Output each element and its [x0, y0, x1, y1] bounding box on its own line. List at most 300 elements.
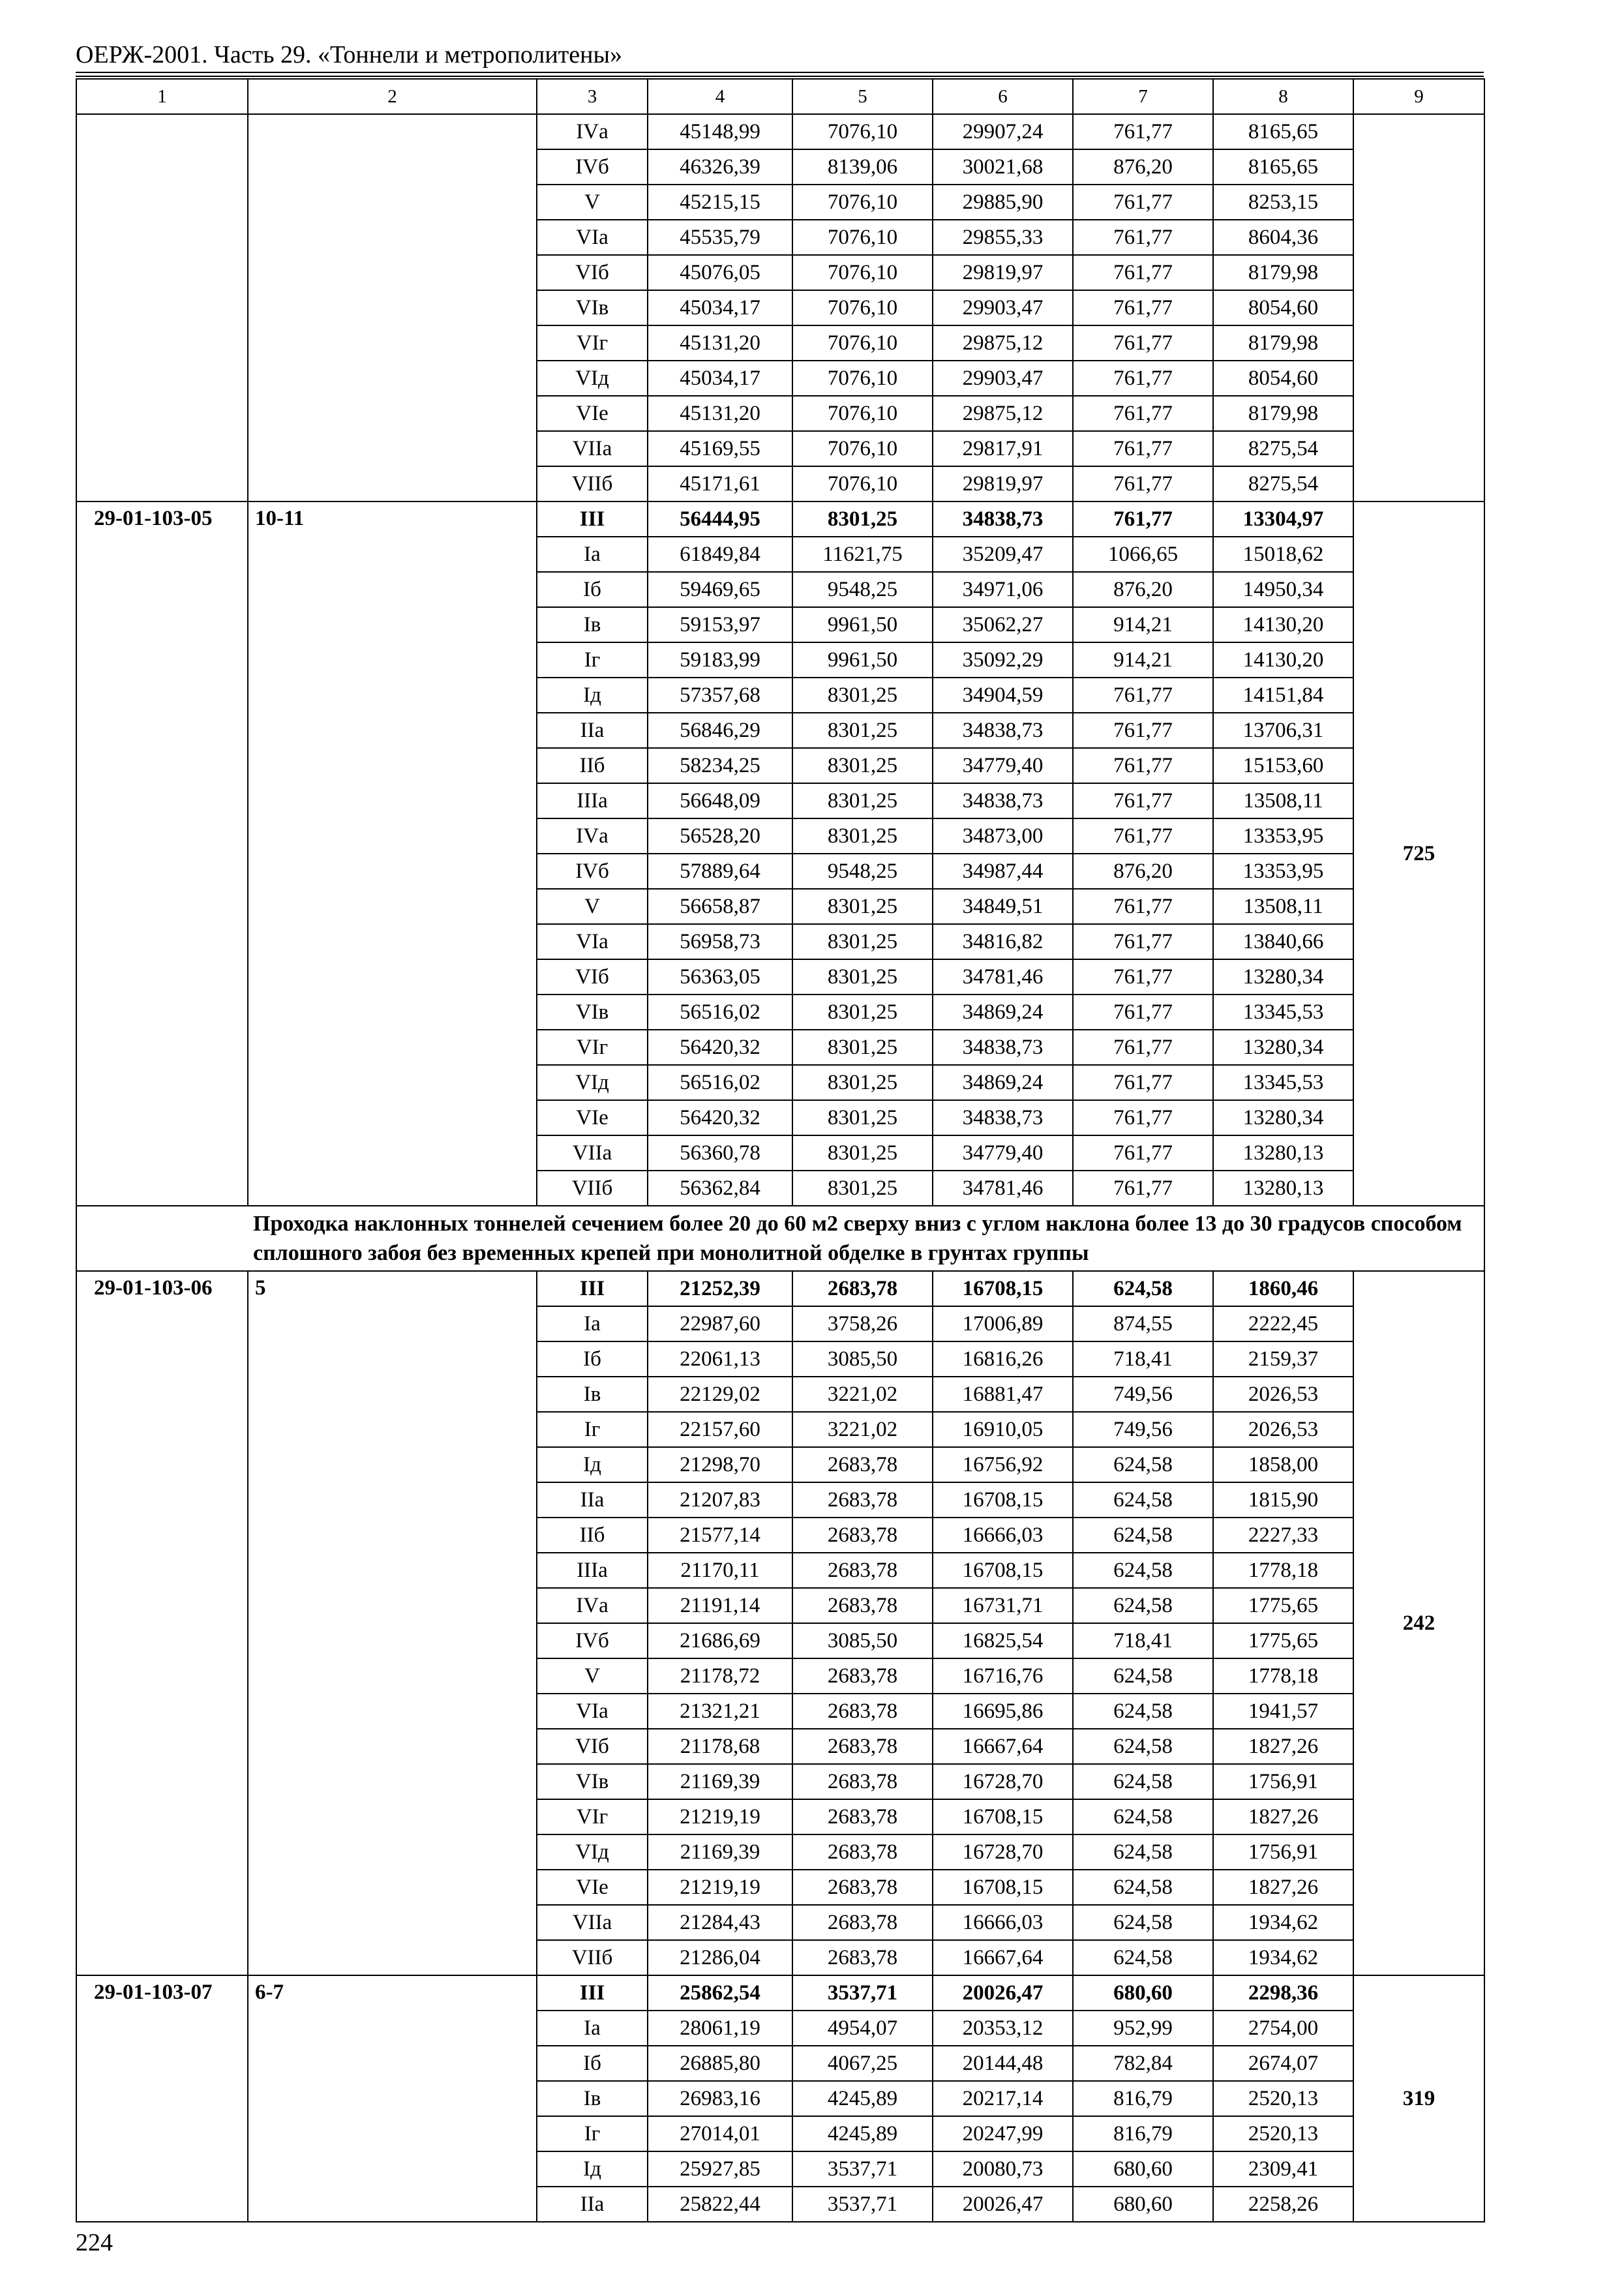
category-cell: IIб [537, 1518, 648, 1553]
value-cell: 2026,53 [1213, 1412, 1353, 1447]
value-cell: 16716,76 [933, 1658, 1073, 1694]
value-cell: 8179,98 [1213, 325, 1353, 361]
value-cell: 16708,15 [933, 1271, 1073, 1306]
value-cell: 21191,14 [648, 1588, 792, 1623]
value-cell: 13304,97 [1213, 501, 1353, 537]
value-cell: 2683,78 [792, 1834, 933, 1870]
value-cell: 34781,46 [933, 1171, 1073, 1206]
value-cell: 761,77 [1073, 501, 1213, 537]
value-cell: 2298,36 [1213, 1975, 1353, 2011]
value-cell: 3537,71 [792, 2187, 933, 2222]
value-cell: 57357,68 [648, 678, 792, 713]
value-cell: 914,21 [1073, 607, 1213, 642]
section-heading-spacer [76, 1206, 248, 1271]
value-cell: 21219,19 [648, 1799, 792, 1834]
value-cell: 1775,65 [1213, 1623, 1353, 1658]
value-cell: 8301,25 [792, 501, 933, 537]
value-cell: 29875,12 [933, 325, 1073, 361]
category-cell: VIг [537, 1030, 648, 1065]
item-range-cell: 6-7 [248, 1975, 537, 2222]
value-cell: 13280,13 [1213, 1135, 1353, 1171]
value-cell: 13280,13 [1213, 1171, 1353, 1206]
category-cell: VIIа [537, 1135, 648, 1171]
value-cell: 34838,73 [933, 783, 1073, 818]
category-cell: Iд [537, 678, 648, 713]
value-cell: 2683,78 [792, 1553, 933, 1588]
category-cell: IVб [537, 1623, 648, 1658]
value-cell: 4954,07 [792, 2011, 933, 2046]
value-cell: 56516,02 [648, 995, 792, 1030]
value-cell: 45148,99 [648, 114, 792, 149]
value-cell: 8301,25 [792, 1171, 933, 1206]
value-cell: 2227,33 [1213, 1518, 1353, 1553]
value-cell: 1778,18 [1213, 1658, 1353, 1694]
value-cell: 20026,47 [933, 2187, 1073, 2222]
value-cell: 2309,41 [1213, 2151, 1353, 2187]
category-cell: IVа [537, 1588, 648, 1623]
value-cell: 13508,11 [1213, 783, 1353, 818]
value-cell: 761,77 [1073, 290, 1213, 325]
value-cell: 22987,60 [648, 1306, 792, 1341]
category-cell: IVа [537, 114, 648, 149]
table-row [76, 1271, 1484, 1306]
value-cell: 17006,89 [933, 1306, 1073, 1341]
value-cell: 13508,11 [1213, 889, 1353, 924]
category-cell: IIIа [537, 1553, 648, 1588]
value-cell: 16667,64 [933, 1729, 1073, 1764]
item-code-cell: 29-01-103-05 [76, 501, 248, 1206]
value-cell: 8301,25 [792, 818, 933, 854]
value-cell: 9961,50 [792, 642, 933, 678]
category-cell: VIб [537, 1729, 648, 1764]
value-cell: 20144,48 [933, 2046, 1073, 2081]
value-cell: 761,77 [1073, 255, 1213, 290]
value-cell: 7076,10 [792, 431, 933, 466]
value-cell: 34779,40 [933, 1135, 1073, 1171]
value-cell: 34904,59 [933, 678, 1073, 713]
value-cell: 29819,97 [933, 255, 1073, 290]
category-cell: Iг [537, 1412, 648, 1447]
category-cell: VIб [537, 959, 648, 995]
value-cell: 13345,53 [1213, 1065, 1353, 1100]
value-cell: 7076,10 [792, 325, 933, 361]
value-cell: 16667,64 [933, 1940, 1073, 1975]
value-cell: 9548,25 [792, 572, 933, 607]
value-cell: 8275,54 [1213, 431, 1353, 466]
value-cell: 15153,60 [1213, 748, 1353, 783]
value-cell: 761,77 [1073, 361, 1213, 396]
value-cell: 761,77 [1073, 783, 1213, 818]
value-cell: 2159,37 [1213, 1341, 1353, 1377]
value-cell: 16825,54 [933, 1623, 1073, 1658]
item-code-cell: 29-01-103-06 [76, 1271, 248, 1975]
column-number-cell: 2 [248, 79, 537, 114]
value-cell: 2683,78 [792, 1447, 933, 1482]
value-cell: 25822,44 [648, 2187, 792, 2222]
value-cell: 8179,98 [1213, 396, 1353, 431]
value-cell: 34849,51 [933, 889, 1073, 924]
value-cell: 25862,54 [648, 1975, 792, 2011]
total-cell: 319 [1353, 1975, 1484, 2222]
value-cell: 1815,90 [1213, 1482, 1353, 1518]
value-cell: 21207,83 [648, 1482, 792, 1518]
value-cell: 16728,70 [933, 1764, 1073, 1799]
value-cell: 4245,89 [792, 2081, 933, 2116]
value-cell: 624,58 [1073, 1940, 1213, 1975]
category-cell: VIа [537, 924, 648, 959]
item-code-cell [76, 114, 248, 501]
category-cell: VIIа [537, 1905, 648, 1940]
value-cell: 1827,26 [1213, 1870, 1353, 1905]
value-cell: 761,77 [1073, 431, 1213, 466]
value-cell: 8054,60 [1213, 361, 1353, 396]
value-cell: 2683,78 [792, 1905, 933, 1940]
value-cell: 29903,47 [933, 361, 1073, 396]
value-cell: 874,55 [1073, 1306, 1213, 1341]
category-cell: VIа [537, 220, 648, 255]
value-cell: 45215,15 [648, 185, 792, 220]
value-cell: 21219,19 [648, 1870, 792, 1905]
section-heading-row [76, 1206, 1484, 1271]
category-cell: IIа [537, 1482, 648, 1518]
value-cell: 59183,99 [648, 642, 792, 678]
value-cell: 761,77 [1073, 748, 1213, 783]
category-cell: IIа [537, 2187, 648, 2222]
value-cell: 761,77 [1073, 396, 1213, 431]
category-cell: III [537, 1271, 648, 1306]
value-cell: 1934,62 [1213, 1905, 1353, 1940]
value-cell: 3221,02 [792, 1377, 933, 1412]
category-cell: Iв [537, 607, 648, 642]
value-cell: 8301,25 [792, 889, 933, 924]
value-cell: 59153,97 [648, 607, 792, 642]
category-cell: Iа [537, 537, 648, 572]
value-cell: 3537,71 [792, 1975, 933, 2011]
value-cell: 2520,13 [1213, 2081, 1353, 2116]
value-cell: 1941,57 [1213, 1694, 1353, 1729]
value-cell: 761,77 [1073, 1100, 1213, 1135]
value-cell: 16708,15 [933, 1482, 1073, 1518]
value-cell: 1066,65 [1073, 537, 1213, 572]
table-row [76, 501, 1484, 537]
value-cell: 2520,13 [1213, 2116, 1353, 2151]
value-cell: 56958,73 [648, 924, 792, 959]
value-cell: 7076,10 [792, 255, 933, 290]
value-cell: 8301,25 [792, 678, 933, 713]
value-cell: 11621,75 [792, 537, 933, 572]
value-cell: 13840,66 [1213, 924, 1353, 959]
value-cell: 29855,33 [933, 220, 1073, 255]
value-cell: 45034,17 [648, 290, 792, 325]
value-cell: 28061,19 [648, 2011, 792, 2046]
value-cell: 14130,20 [1213, 607, 1353, 642]
value-cell: 34873,00 [933, 818, 1073, 854]
value-cell: 876,20 [1073, 572, 1213, 607]
value-cell: 16881,47 [933, 1377, 1073, 1412]
category-cell: Iг [537, 642, 648, 678]
value-cell: 624,58 [1073, 1588, 1213, 1623]
value-cell: 27014,01 [648, 2116, 792, 2151]
value-cell: 761,77 [1073, 114, 1213, 149]
value-cell: 680,60 [1073, 2187, 1213, 2222]
value-cell: 56420,32 [648, 1100, 792, 1135]
category-cell: VIIа [537, 431, 648, 466]
value-cell: 2683,78 [792, 1799, 933, 1834]
value-cell: 16756,92 [933, 1447, 1073, 1482]
category-cell: Iб [537, 2046, 648, 2081]
value-cell: 34838,73 [933, 1030, 1073, 1065]
value-cell: 8301,25 [792, 713, 933, 748]
value-cell: 13345,53 [1213, 995, 1353, 1030]
value-cell: 1756,91 [1213, 1764, 1353, 1799]
value-cell: 3537,71 [792, 2151, 933, 2187]
category-cell: III [537, 1975, 648, 2011]
value-cell: 56658,87 [648, 889, 792, 924]
category-cell: Iв [537, 1377, 648, 1412]
category-cell: VIд [537, 1065, 648, 1100]
category-cell: IVб [537, 854, 648, 889]
value-cell: 718,41 [1073, 1623, 1213, 1658]
value-cell: 45076,05 [648, 255, 792, 290]
value-cell: 624,58 [1073, 1834, 1213, 1870]
value-cell: 2683,78 [792, 1940, 933, 1975]
value-cell: 20247,99 [933, 2116, 1073, 2151]
value-cell: 761,77 [1073, 325, 1213, 361]
item-range-cell [248, 114, 537, 501]
value-cell: 761,77 [1073, 713, 1213, 748]
value-cell: 29907,24 [933, 114, 1073, 149]
value-cell: 680,60 [1073, 1975, 1213, 2011]
category-cell: VIе [537, 1100, 648, 1135]
category-cell: V [537, 889, 648, 924]
value-cell: 34838,73 [933, 501, 1073, 537]
value-cell: 749,56 [1073, 1412, 1213, 1447]
value-cell: 59469,65 [648, 572, 792, 607]
value-cell: 56420,32 [648, 1030, 792, 1065]
value-cell: 624,58 [1073, 1271, 1213, 1306]
value-cell: 2222,45 [1213, 1306, 1353, 1341]
value-cell: 21321,21 [648, 1694, 792, 1729]
value-cell: 7076,10 [792, 185, 933, 220]
value-cell: 914,21 [1073, 642, 1213, 678]
value-cell: 749,56 [1073, 1377, 1213, 1412]
column-number-cell: 3 [537, 79, 648, 114]
value-cell: 45034,17 [648, 361, 792, 396]
value-cell: 8301,25 [792, 924, 933, 959]
value-cell: 29819,97 [933, 466, 1073, 501]
value-cell: 8301,25 [792, 1030, 933, 1065]
total-cell [1353, 114, 1484, 501]
price-table [76, 78, 1485, 2222]
value-cell: 16666,03 [933, 1518, 1073, 1553]
value-cell: 45131,20 [648, 396, 792, 431]
item-range-cell: 5 [248, 1271, 537, 1975]
value-cell: 25927,85 [648, 2151, 792, 2187]
value-cell: 34816,82 [933, 924, 1073, 959]
value-cell: 35062,27 [933, 607, 1073, 642]
value-cell: 8179,98 [1213, 255, 1353, 290]
category-cell: Iд [537, 1447, 648, 1482]
value-cell: 56363,05 [648, 959, 792, 995]
value-cell: 26983,16 [648, 2081, 792, 2116]
value-cell: 13280,34 [1213, 1100, 1353, 1135]
value-cell: 16728,70 [933, 1834, 1073, 1870]
value-cell: 56444,95 [648, 501, 792, 537]
value-cell: 21170,11 [648, 1553, 792, 1588]
category-cell: Iв [537, 2081, 648, 2116]
value-cell: 8301,25 [792, 959, 933, 995]
value-cell: 624,58 [1073, 1905, 1213, 1940]
category-cell: VIг [537, 325, 648, 361]
value-cell: 3085,50 [792, 1623, 933, 1658]
value-cell: 1858,00 [1213, 1447, 1353, 1482]
value-cell: 16708,15 [933, 1799, 1073, 1834]
value-cell: 35209,47 [933, 537, 1073, 572]
value-cell: 8604,36 [1213, 220, 1353, 255]
value-cell: 624,58 [1073, 1482, 1213, 1518]
value-cell: 61849,84 [648, 537, 792, 572]
value-cell: 56362,84 [648, 1171, 792, 1206]
category-cell: V [537, 185, 648, 220]
value-cell: 1827,26 [1213, 1729, 1353, 1764]
value-cell: 761,77 [1073, 1171, 1213, 1206]
category-cell: VIд [537, 1834, 648, 1870]
value-cell: 2754,00 [1213, 2011, 1353, 2046]
value-cell: 761,77 [1073, 220, 1213, 255]
value-cell: 9961,50 [792, 607, 933, 642]
value-cell: 1778,18 [1213, 1553, 1353, 1588]
value-cell: 22061,13 [648, 1341, 792, 1377]
value-cell: 15018,62 [1213, 537, 1353, 572]
value-cell: 816,79 [1073, 2081, 1213, 2116]
value-cell: 761,77 [1073, 466, 1213, 501]
value-cell: 8301,25 [792, 748, 933, 783]
header-rule [76, 72, 1484, 73]
value-cell: 45535,79 [648, 220, 792, 255]
value-cell: 8301,25 [792, 1065, 933, 1100]
column-number-cell: 4 [648, 79, 792, 114]
column-number-cell: 9 [1353, 79, 1484, 114]
value-cell: 29817,91 [933, 431, 1073, 466]
value-cell: 624,58 [1073, 1518, 1213, 1553]
value-cell: 21284,43 [648, 1905, 792, 1940]
value-cell: 45169,55 [648, 431, 792, 466]
value-cell: 56360,78 [648, 1135, 792, 1171]
category-cell: V [537, 1658, 648, 1694]
value-cell: 21169,39 [648, 1834, 792, 1870]
value-cell: 7076,10 [792, 220, 933, 255]
value-cell: 7076,10 [792, 396, 933, 431]
value-cell: 718,41 [1073, 1341, 1213, 1377]
value-cell: 4245,89 [792, 2116, 933, 2151]
value-cell: 1827,26 [1213, 1799, 1353, 1834]
value-cell: 56846,29 [648, 713, 792, 748]
value-cell: 21286,04 [648, 1940, 792, 1975]
category-cell: IIб [537, 748, 648, 783]
value-cell: 20217,14 [933, 2081, 1073, 2116]
value-cell: 26885,80 [648, 2046, 792, 2081]
value-cell: 8253,15 [1213, 185, 1353, 220]
value-cell: 816,79 [1073, 2116, 1213, 2151]
column-number-cell: 7 [1073, 79, 1213, 114]
value-cell: 624,58 [1073, 1658, 1213, 1694]
item-code-cell: 29-01-103-07 [76, 1975, 248, 2222]
value-cell: 57889,64 [648, 854, 792, 889]
category-cell: Iа [537, 1306, 648, 1341]
value-cell: 624,58 [1073, 1729, 1213, 1764]
value-cell: 8139,06 [792, 149, 933, 185]
value-cell: 2683,78 [792, 1588, 933, 1623]
value-cell: 30021,68 [933, 149, 1073, 185]
value-cell: 14950,34 [1213, 572, 1353, 607]
value-cell: 624,58 [1073, 1447, 1213, 1482]
category-cell: Iд [537, 2151, 648, 2187]
value-cell: 21178,72 [648, 1658, 792, 1694]
value-cell: 2026,53 [1213, 1377, 1353, 1412]
section-heading: Проходка наклонных тоннелей сечением более 20 до 60 м2 сверху вниз с углом наклона более 13 до 30 градусов способом сплошного забоя без временных крепей при монолитной обделке в грунтах группы [248, 1206, 1484, 1271]
value-cell: 21169,39 [648, 1764, 792, 1799]
header-rule [76, 76, 1484, 77]
value-cell: 34779,40 [933, 748, 1073, 783]
value-cell: 21178,68 [648, 1729, 792, 1764]
category-cell: IIа [537, 713, 648, 748]
table-row [76, 114, 1484, 149]
value-cell: 16731,71 [933, 1588, 1073, 1623]
value-cell: 16708,15 [933, 1870, 1073, 1905]
page-number: 224 [76, 2229, 113, 2256]
value-cell: 21252,39 [648, 1271, 792, 1306]
value-cell: 35092,29 [933, 642, 1073, 678]
value-cell: 56648,09 [648, 783, 792, 818]
category-cell: III [537, 501, 648, 537]
value-cell: 761,77 [1073, 889, 1213, 924]
category-cell: IVа [537, 818, 648, 854]
value-cell: 20026,47 [933, 1975, 1073, 2011]
value-cell: 16695,86 [933, 1694, 1073, 1729]
value-cell: 16816,26 [933, 1341, 1073, 1377]
value-cell: 46326,39 [648, 149, 792, 185]
value-cell: 2683,78 [792, 1518, 933, 1553]
value-cell: 34838,73 [933, 713, 1073, 748]
value-cell: 16708,15 [933, 1553, 1073, 1588]
value-cell: 7076,10 [792, 114, 933, 149]
category-cell: Iг [537, 2116, 648, 2151]
value-cell: 13353,95 [1213, 854, 1353, 889]
category-cell: VIе [537, 1870, 648, 1905]
value-cell: 1756,91 [1213, 1834, 1353, 1870]
value-cell: 761,77 [1073, 818, 1213, 854]
value-cell: 29903,47 [933, 290, 1073, 325]
value-cell: 8275,54 [1213, 466, 1353, 501]
value-cell: 761,77 [1073, 1030, 1213, 1065]
value-cell: 761,77 [1073, 678, 1213, 713]
value-cell: 2683,78 [792, 1870, 933, 1905]
value-cell: 21298,70 [648, 1447, 792, 1482]
item-range-cell: 10-11 [248, 501, 537, 1206]
value-cell: 2258,26 [1213, 2187, 1353, 2222]
value-cell: 624,58 [1073, 1764, 1213, 1799]
value-cell: 8301,25 [792, 1135, 933, 1171]
value-cell: 9548,25 [792, 854, 933, 889]
value-cell: 2683,78 [792, 1694, 933, 1729]
value-cell: 8165,65 [1213, 149, 1353, 185]
value-cell: 34987,44 [933, 854, 1073, 889]
column-number-cell: 5 [792, 79, 933, 114]
category-cell: Iб [537, 572, 648, 607]
category-cell: VIг [537, 1799, 648, 1834]
value-cell: 624,58 [1073, 1553, 1213, 1588]
table-body [76, 79, 1484, 2222]
